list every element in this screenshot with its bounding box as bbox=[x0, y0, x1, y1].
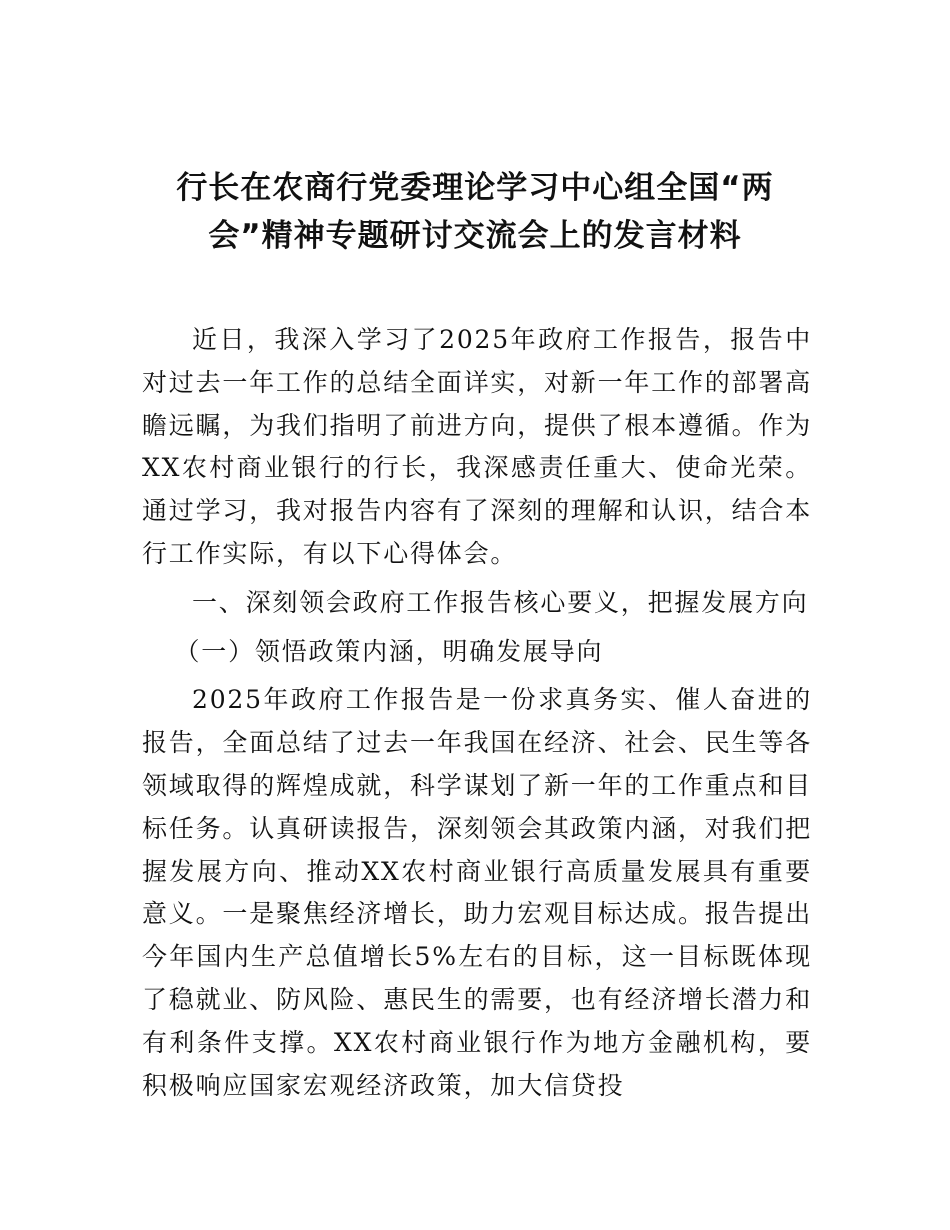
intro-paragraph: 近日，我深入学习了2025年政府工作报告，报告中对过去一年工作的总结全面详实，对新一年工作的部署高瞻远瞩，为我们指明了前进方向，提供了根本遵循。作为XX农村商业银行的行长，我深感责任重大、使命光荣。通过学习，我对报告内容有了深刻的理解和认识，结合本行工作实际，有以下心得体会。 bbox=[142, 325, 813, 568]
title-line-2: 会”精神专题研讨交流会上的发言材料 bbox=[208, 218, 742, 254]
body-paragraph: 2025年政府工作报告是一份求真务实、催人奋进的报告，全面总结了过去一年我国在经济、社会、民生等各领域取得的辉煌成就，科学谋划了新一年的工作重点和目标任务。认真研读报告，深刻领会其政策内涵，对我们把握发展方向、推动XX农村商业银行高质量发展具有重要意义。一是聚焦经济增长，助力宏观目标达成。报告提出今年国内生产总值增长5%左右的目标，这一目标既体现了稳就业、防风险、惠民生的需要，也有经济增长潜力和有利条件支撑。XX农村商业银行作为地方金融机构，要积极响应国家宏观经济政策，加大信贷投 bbox=[142, 685, 813, 1100]
document-title bbox=[120, 164, 830, 260]
subsection-heading: （一）领悟政策内涵，明确发展导向 bbox=[174, 636, 604, 666]
title-line-1: 行长在农商行党委理论学习中心组全国“两 bbox=[176, 170, 774, 206]
section-heading: 一、深刻领会政府工作报告核心要义，把握发展方向 bbox=[192, 587, 809, 617]
document-body bbox=[142, 319, 812, 1107]
